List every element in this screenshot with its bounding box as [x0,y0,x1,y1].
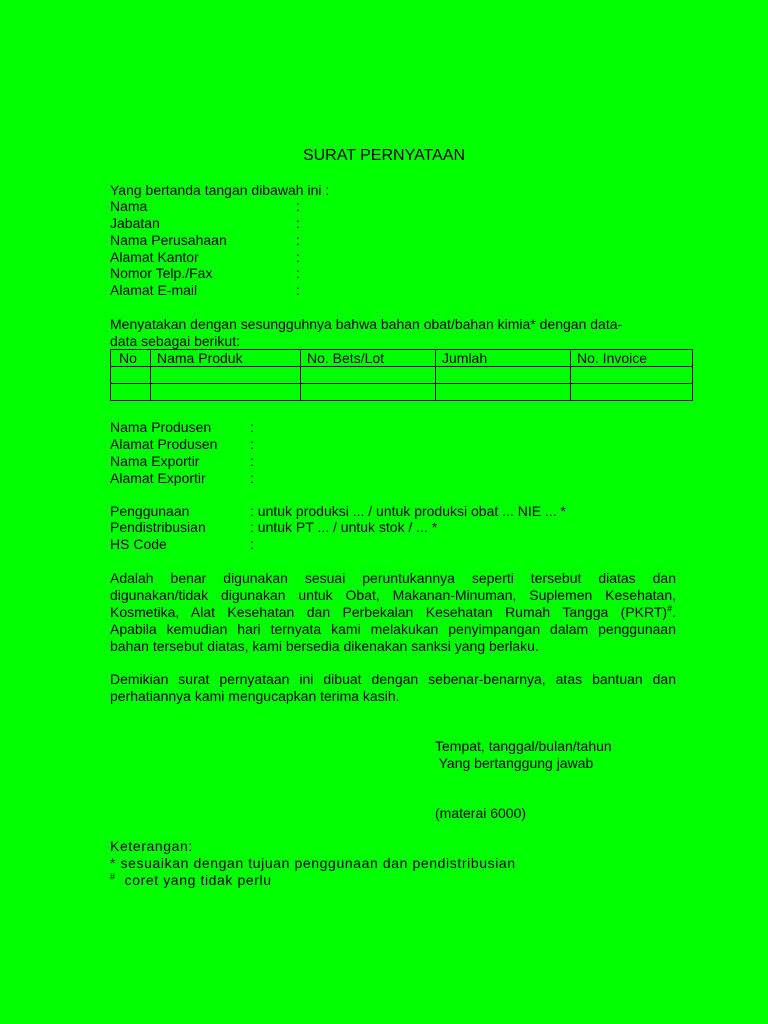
paragraph-period: . [672,604,676,620]
table-row [111,367,693,384]
field-colon: : [250,470,254,486]
field-label-alamat-exportir: Alamat Exportir [110,470,206,486]
paragraph-line: digunakan/tidak digunakan untuk Obat, Makanan-Minuman, Suplemen Kesehatan, [110,587,676,603]
hash-mark: # [110,871,116,882]
table-cell [436,367,571,384]
document-title: SURAT PERNYATAAN [302,147,466,164]
field-colon: : [296,282,300,298]
table-cell [436,384,571,401]
paragraph-closing [110,671,676,705]
responsible-label: Yang bertanggung jawab [435,755,594,771]
field-value-pendistribusian: : untuk PT ... / untuk stok / ... * [250,519,438,535]
stamp-label: (materai 6000) [435,805,527,821]
note-hash-text: coret yang tidak perlu [115,872,272,888]
field-label-alamat-kantor: Alamat Kantor [110,249,199,265]
table-cell [111,384,151,401]
note-hash [110,872,272,889]
table-cell [111,367,151,384]
table-cell [301,384,436,401]
paragraph-line: bahan tersebut diatas, kami bersedia dikenakan sanksi yang berlaku. [110,638,539,654]
table-cell [301,367,436,384]
paragraph-line: perhatiannya kami mengucapkan terima kasih. [110,688,400,704]
table-header-no: No [111,350,151,367]
table-header-nama-produk: Nama Produk [151,350,301,367]
paragraph-text: Kosmetika, Alat Kesehatan dan Perbekalan Kesehatan Rumah Tangga (PKRT) [110,604,668,620]
field-colon: : [296,198,300,214]
table-cell [151,384,301,401]
statement-line: data sebagai berikut: [110,333,240,349]
field-label-nama: Nama [110,198,148,214]
field-label-pendistribusian: Pendistribusian [110,519,206,535]
field-colon: : [250,453,254,469]
field-colon: : [296,249,300,265]
table-cell [151,367,301,384]
table-row [111,384,693,401]
field-label-penggunaan: Penggunaan [110,503,190,519]
field-value-penggunaan: : untuk produksi ... / untuk produksi obat ... NIE ... * [250,503,566,519]
statement-line: Menyatakan dengan sesungguhnya bahwa bahan obat/bahan kimia* dengan data- [110,316,623,332]
table-cell [571,367,693,384]
field-colon: : [296,232,300,248]
field-label-alamat-produsen: Alamat Produsen [110,436,218,452]
hash-mark: # [667,603,673,614]
field-value-hs-code: : [250,536,254,552]
field-colon: : [250,419,254,435]
field-label-nomor-telp: Nomor Telp./Fax [110,265,213,281]
field-label-jabatan: Jabatan [110,215,160,231]
paragraph-line [110,604,676,621]
notes-heading: Keterangan: [110,838,193,854]
place-date: Tempat, tanggal/bulan/tahun [435,738,612,754]
table-header-bets-lot: No. Bets/Lot [301,350,436,367]
paragraph-line: Adalah benar digunakan sesuai peruntukannya seperti tersebut diatas dan [110,570,676,586]
table-header-jumlah: Jumlah [436,350,571,367]
paragraph-declaration [110,570,676,655]
table-header-row [111,350,693,367]
field-label-nama-exportir: Nama Exportir [110,453,200,469]
table-header-invoice: No. Invoice [571,350,693,367]
paragraph-line: Demikian surat pernyataan ini dibuat dengan sebenar-benarnya, atas bantuan dan [110,671,676,687]
field-label-nama-produsen: Nama Produsen [110,419,212,435]
product-table [110,349,693,401]
field-label-nama-perusahaan: Nama Perusahaan [110,232,227,248]
intro-text: Yang bertanda tangan dibawah ini : [110,182,330,198]
table-cell [571,384,693,401]
field-label-hs-code: HS Code [110,536,167,552]
field-colon: : [296,265,300,281]
field-label-alamat-email: Alamat E-mail [110,282,198,298]
field-colon: : [296,215,300,231]
field-colon: : [250,436,254,452]
note-asterisk: * sesuaikan dengan tujuan penggunaan dan pendistribusian [110,855,516,871]
paragraph-line: Apabila kemudian hari ternyata kami melakukan penyimpangan dalam penggunaan [110,621,676,637]
